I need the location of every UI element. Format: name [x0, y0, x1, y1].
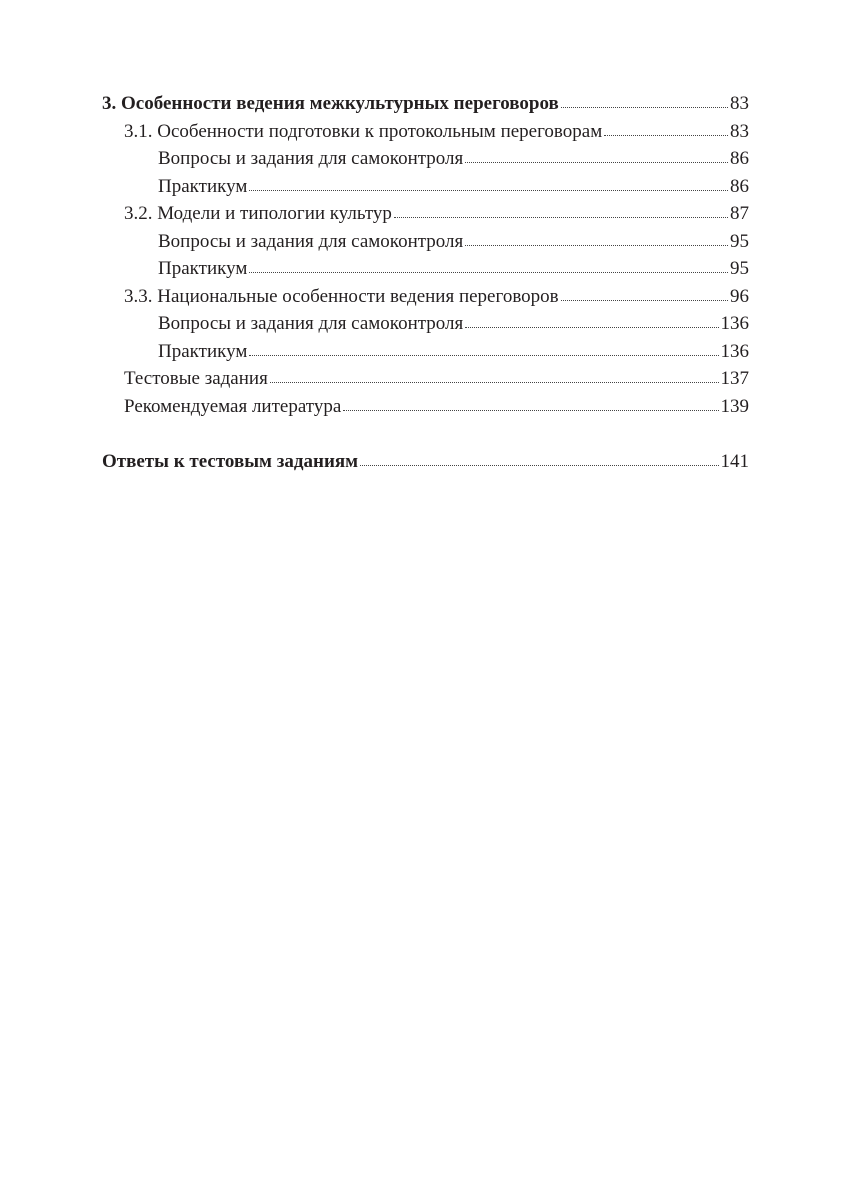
toc-entry-title-text: Особенности ведения межкультурных переговоров	[121, 93, 559, 114]
toc-entry-chapter-3[interactable]	[102, 90, 749, 118]
toc-entry-title: Тестовые задания	[124, 368, 268, 389]
toc-page-number: 83	[730, 120, 749, 142]
toc-entry-title	[124, 200, 392, 228]
toc-page-number: 136	[720, 313, 749, 334]
toc-entry-title: Практикум	[158, 175, 248, 197]
toc-entry-title-text: Национальные особенности ведения переговоров	[157, 285, 559, 307]
toc-dot-leader	[465, 327, 718, 328]
toc-dot-leader	[249, 355, 718, 356]
toc-dot-leader	[343, 410, 718, 411]
toc-entry-questions-3-2[interactable]	[102, 228, 749, 256]
toc-entry-practicum-3-3[interactable]	[102, 338, 749, 366]
toc-entry-title: Практикум	[158, 258, 248, 279]
toc-page-number: 136	[720, 340, 749, 362]
toc-page-number: 95	[730, 258, 749, 279]
toc-entry-title-text: Модели и типологии культур	[157, 203, 392, 224]
toc-page-number: 95	[730, 230, 749, 252]
toc-entry-practicum-3-1[interactable]	[102, 173, 749, 201]
toc-page-number: 141	[720, 451, 749, 472]
toc-page-number: 86	[730, 175, 749, 197]
toc-entry-questions-3-3[interactable]	[102, 310, 749, 338]
toc-entry-title: Вопросы и задания для самоконтроля	[158, 313, 464, 334]
toc-entry-section-3-1[interactable]	[102, 118, 749, 146]
toc-dot-leader	[360, 465, 718, 466]
toc-entry-number: 3.1.	[124, 120, 153, 142]
toc-entry-section-3-3[interactable]	[102, 283, 749, 311]
toc-entry-number: 3.	[102, 93, 117, 114]
toc-page-number: 137	[720, 368, 749, 389]
toc-page-number: 83	[730, 93, 749, 114]
toc-entry-title: Вопросы и задания для самоконтроля	[158, 230, 464, 252]
toc-dot-leader	[561, 300, 728, 301]
toc-entry-test-tasks[interactable]	[102, 365, 749, 393]
toc-entry-number: 3.2.	[124, 203, 153, 224]
toc-dot-leader	[561, 107, 728, 108]
toc-dot-leader	[604, 135, 728, 136]
toc-dot-leader	[394, 217, 728, 218]
toc-entry-practicum-3-2[interactable]	[102, 255, 749, 283]
toc-entry-title: Практикум	[158, 340, 248, 362]
toc-page-number: 87	[730, 203, 749, 224]
toc-entry-number: 3.3.	[124, 285, 153, 307]
toc-dot-leader	[465, 245, 728, 246]
toc-entry-section-3-2[interactable]	[102, 200, 749, 228]
toc-dot-leader	[465, 162, 728, 163]
table-of-contents	[102, 90, 749, 476]
toc-page-number: 96	[730, 285, 749, 307]
toc-page-number: 86	[730, 148, 749, 169]
toc-entry-title: Ответы к тестовым заданиям	[102, 451, 359, 472]
toc-dot-leader	[249, 272, 728, 273]
toc-entry-title: Вопросы и задания для самоконтроля	[158, 148, 464, 169]
toc-dot-leader	[270, 382, 719, 383]
toc-dot-leader	[249, 190, 728, 191]
toc-entry-title	[124, 118, 602, 146]
toc-entry-title: Рекомендуемая литература	[124, 395, 342, 417]
toc-entry-recommended-literature[interactable]	[102, 393, 749, 421]
toc-page-number: 139	[720, 395, 749, 417]
toc-entry-title-text: Особенности подготовки к протокольным переговорам	[157, 120, 603, 142]
toc-entry-answers[interactable]	[102, 448, 749, 476]
toc-entry-title	[102, 90, 559, 118]
toc-entry-title	[124, 283, 559, 311]
toc-entry-questions-3-1[interactable]	[102, 145, 749, 173]
